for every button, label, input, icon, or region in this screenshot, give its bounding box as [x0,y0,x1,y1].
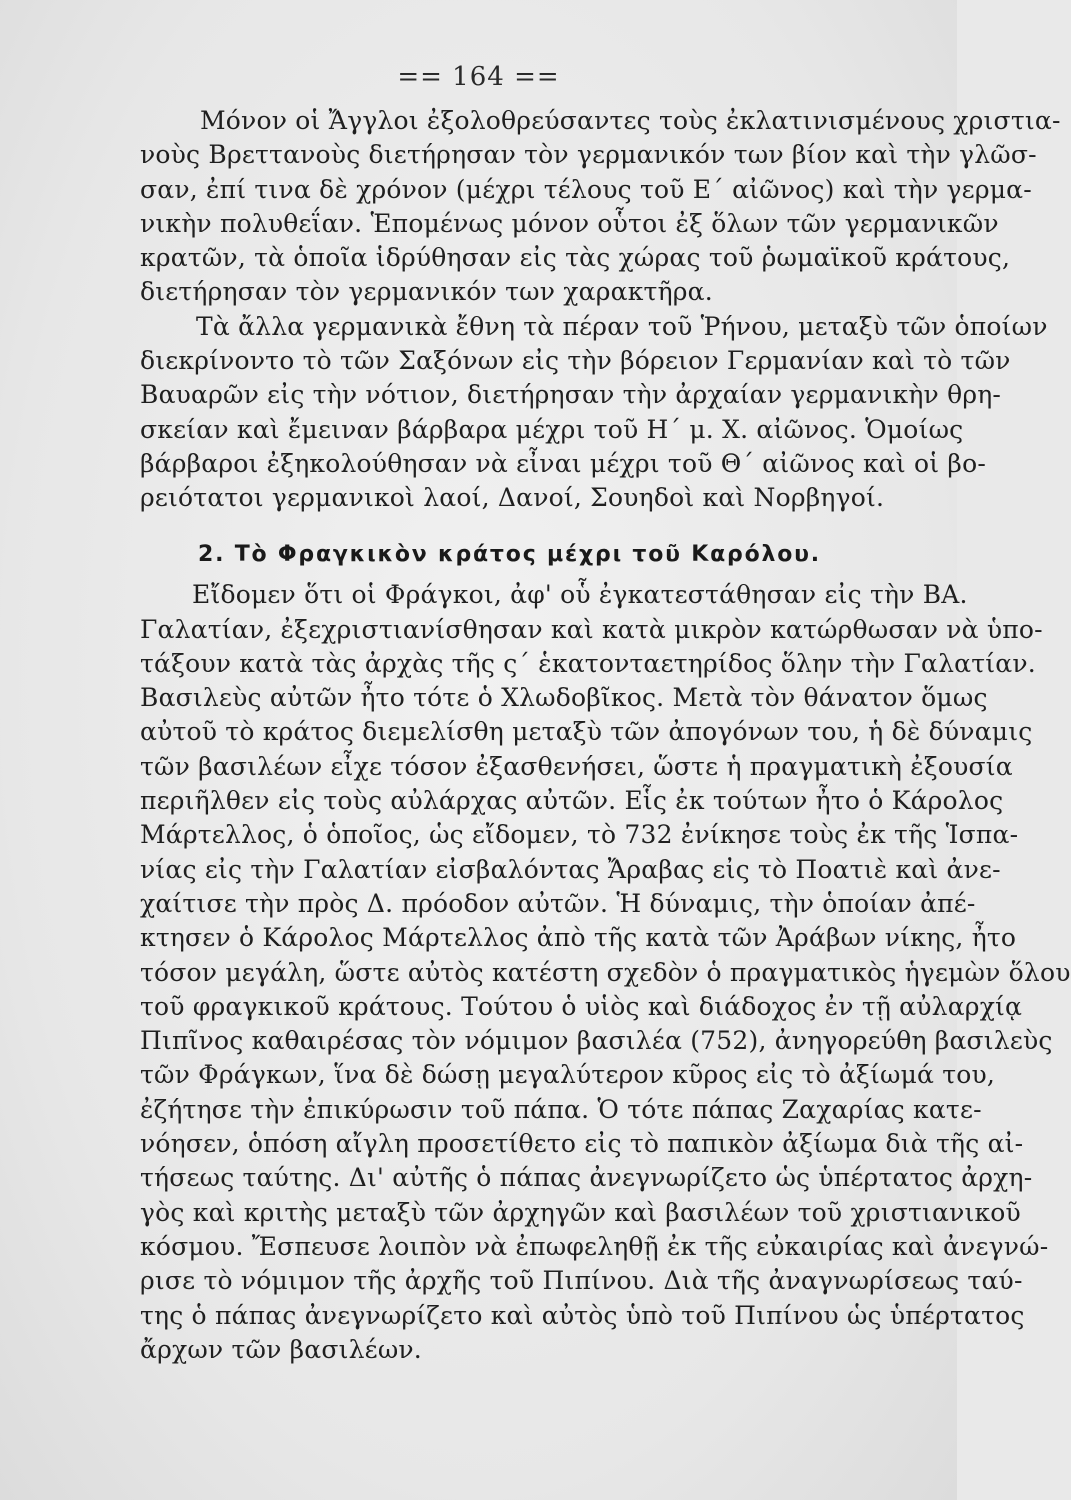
text-line: κτησεν ὁ Κάρολος Μάρτελλος ἀπὸ τῆς κατὰ τῶν Ἀράβων νίκης, ἦτο [140,923,1017,953]
text-line: Τὰ ἄλλα γερμανικὰ ἔθνη τὰ πέραν τοῦ Ῥήνου, μεταξὺ τῶν ὁποίων [196,311,1048,341]
page-number: == 164 == [397,62,560,92]
text-line: Εἴδομεν ὅτι οἱ Φράγκοι, ἀφ' οὗ ἐγκατεστάθησαν εἰς τὴν ΒΑ. [192,580,968,610]
text-line: ρειότατοι γερμανικοὶ λαοί, Δανοί, Σουηδοὶ καὶ Νορβηγοί. [140,483,885,513]
text-line: χαίτισε τὴν πρὸς Δ. πρόοδον αὐτῶν. Ἡ δύναμις, τὴν ὁποίαν ἀπέ- [140,888,976,918]
spacer-line [140,544,960,578]
text-line: νόησεν, ὁπόση αἴγλη προσετίθετο εἰς τὸ παπικὸν ἀξίωμα διὰ τῆς αἰ- [140,1129,1024,1159]
text-line: της ὁ πάπας ἀνεγνωρίζετο καὶ αὐτὸς ὑπὸ τοῦ Πιπίνου ὡς ὑπέρτατος [140,1300,1025,1330]
text-line: σαν, ἐπί τινα δὲ χρόνον (μέχρι τέλους τοῦ Ε΄ αἰῶνος) καὶ τὴν γερμα- [140,174,1032,204]
text-line: Μάρτελλος, ὁ ὁποῖος, ὡς εἴδομεν, τὸ 732 ἐνίκησε τοὺς ἐκ τῆς Ἱσπα- [140,820,1019,850]
body-text-bottom [140,544,1071,1367]
text-line: περιῆλθεν εἰς τοὺς αὐλάρχας αὐτῶν. Εἷς ἐκ τούτων ἦτο ὁ Κάρολος [140,786,1004,816]
text-line: κρατῶν, τὰ ὁποῖα ἱδρύθησαν εἰς τὰς χώρας τοῦ ῥωμαϊκοῦ κράτους, [140,243,1011,273]
section-heading: 2. Τὸ Φραγκικὸν κράτος μέχρι τοῦ Καρόλου. [198,542,821,567]
text-line: νοὺς Βρεττανοὺς διετήρησαν τὸν γερμανικόν των βίον καὶ τὴν γλῶσ- [140,140,1037,170]
text-line: νίας εἰς τὴν Γαλατίαν εἰσβαλόντας Ἄραβας εἰς τὸ Ποατιὲ καὶ ἀνε- [140,854,1001,884]
text-line: σκείαν καὶ ἔμειναν βάρβαρα μέχρι τοῦ Η΄ μ. Χ. αἰῶνος. Ὁμοίως [140,414,964,444]
text-line: τάξουν κατὰ τὰς ἀρχὰς τῆς ς΄ ἑκατονταετηρίδος ὅλην τὴν Γαλατίαν. [140,648,1036,678]
text-line: Μόνον οἱ Ἄγγλοι ἐξολοθρεύσαντες τοὺς ἐκλατινισμένους χριστια- [200,106,1061,135]
text-line: Βασιλεὺς αὐτῶν ἦτο τότε ὁ Χλωδοβῖκος. Μετὰ τὸν θάνατον ὅμως [140,683,988,713]
text-line: ἄρχων τῶν βασιλέων. [140,1334,422,1364]
text-line: ἐζήτησε τὴν ἐπικύρωσιν τοῦ πάπα. Ὁ τότε πάπας Ζαχαρίας κατε- [140,1094,982,1124]
text-line: βάρβαροι ἐξηκολούθησαν νὰ εἶναι μέχρι τοῦ Θ΄ αἰῶνος καὶ οἱ βο- [140,448,986,478]
text-line: κόσμου. Ἔσπευσε λοιπὸν νὰ ἐπωφεληθῇ ἐκ τῆς εὐκαιρίας καὶ ἀνεγνώ- [140,1231,1049,1261]
text-line: τῶν βασιλέων εἶχε τόσον ἐξασθενήσει, ὥστε ἡ πραγματικὴ ἐξουσία [140,751,1013,781]
text-line: διετήρησαν τὸν γερμανικόν των χαρακτῆρα. [140,277,713,307]
text-line: Πιπῖνος καθαιρέσας τὸν νόμιμον βασιλέα (752), ἀνηγορεύθη βασιλεὺς [140,1026,1053,1056]
text-line: νικὴν πολυθεΐαν. Ἑπομένως μόνον οὗτοι ἐξ ὅλων τῶν γερμανικῶν [140,208,999,238]
text-line: τήσεως ταύτης. Δι' αὐτῆς ὁ πάπας ἀνεγνωρίζετο ὡς ὑπέρτατος ἀρχη- [140,1163,1033,1193]
body-text-top [140,104,1061,516]
text-line: αὐτοῦ τὸ κράτος διεμελίσθη μεταξὺ τῶν ἀπογόνων του, ἡ δὲ δύναμις [140,717,1033,747]
text-line: τοῦ φραγκικοῦ κράτους. Τούτου ὁ υἱὸς καὶ διάδοχος ἐν τῇ αὐλαρχίᾳ [140,991,1023,1021]
text-line: γὸς καὶ κριτὴς μεταξὺ τῶν ἀρχηγῶν καὶ βασιλέων τοῦ χριστιανικοῦ [140,1197,1021,1227]
text-line: Βαυαρῶν εἰς τὴν νότιον, διετήρησαν τὴν ἀρχαίαν γερμανικὴν θρη- [140,380,1002,410]
text-line: Γαλατίαν, ἐξεχριστιανίσθησαν καὶ κατὰ μικρὸν κατώρθωσαν νὰ ὑπο- [140,614,1043,644]
text-line: διεκρίνοντο τὸ τῶν Σαξόνων εἰς τὴν βόρειον Γερμανίαν καὶ τὸ τῶν [140,346,1011,376]
text-line: τόσον μεγάλη, ὥστε αὐτὸς κατέστη σχεδὸν ὁ πραγματικὸς ἡγεμὼν ὅλου [140,957,1071,987]
text-line: τῶν Φράγκων, ἵνα δὲ δώσῃ μεγαλύτερον κῦρος εἰς τὸ ἀξίωμά του, [140,1060,996,1090]
text-line: ρισε τὸ νόμιμον τῆς ἀρχῆς τοῦ Πιπίνου. Διὰ τῆς ἀναγνωρίσεως ταύ- [140,1266,1023,1296]
